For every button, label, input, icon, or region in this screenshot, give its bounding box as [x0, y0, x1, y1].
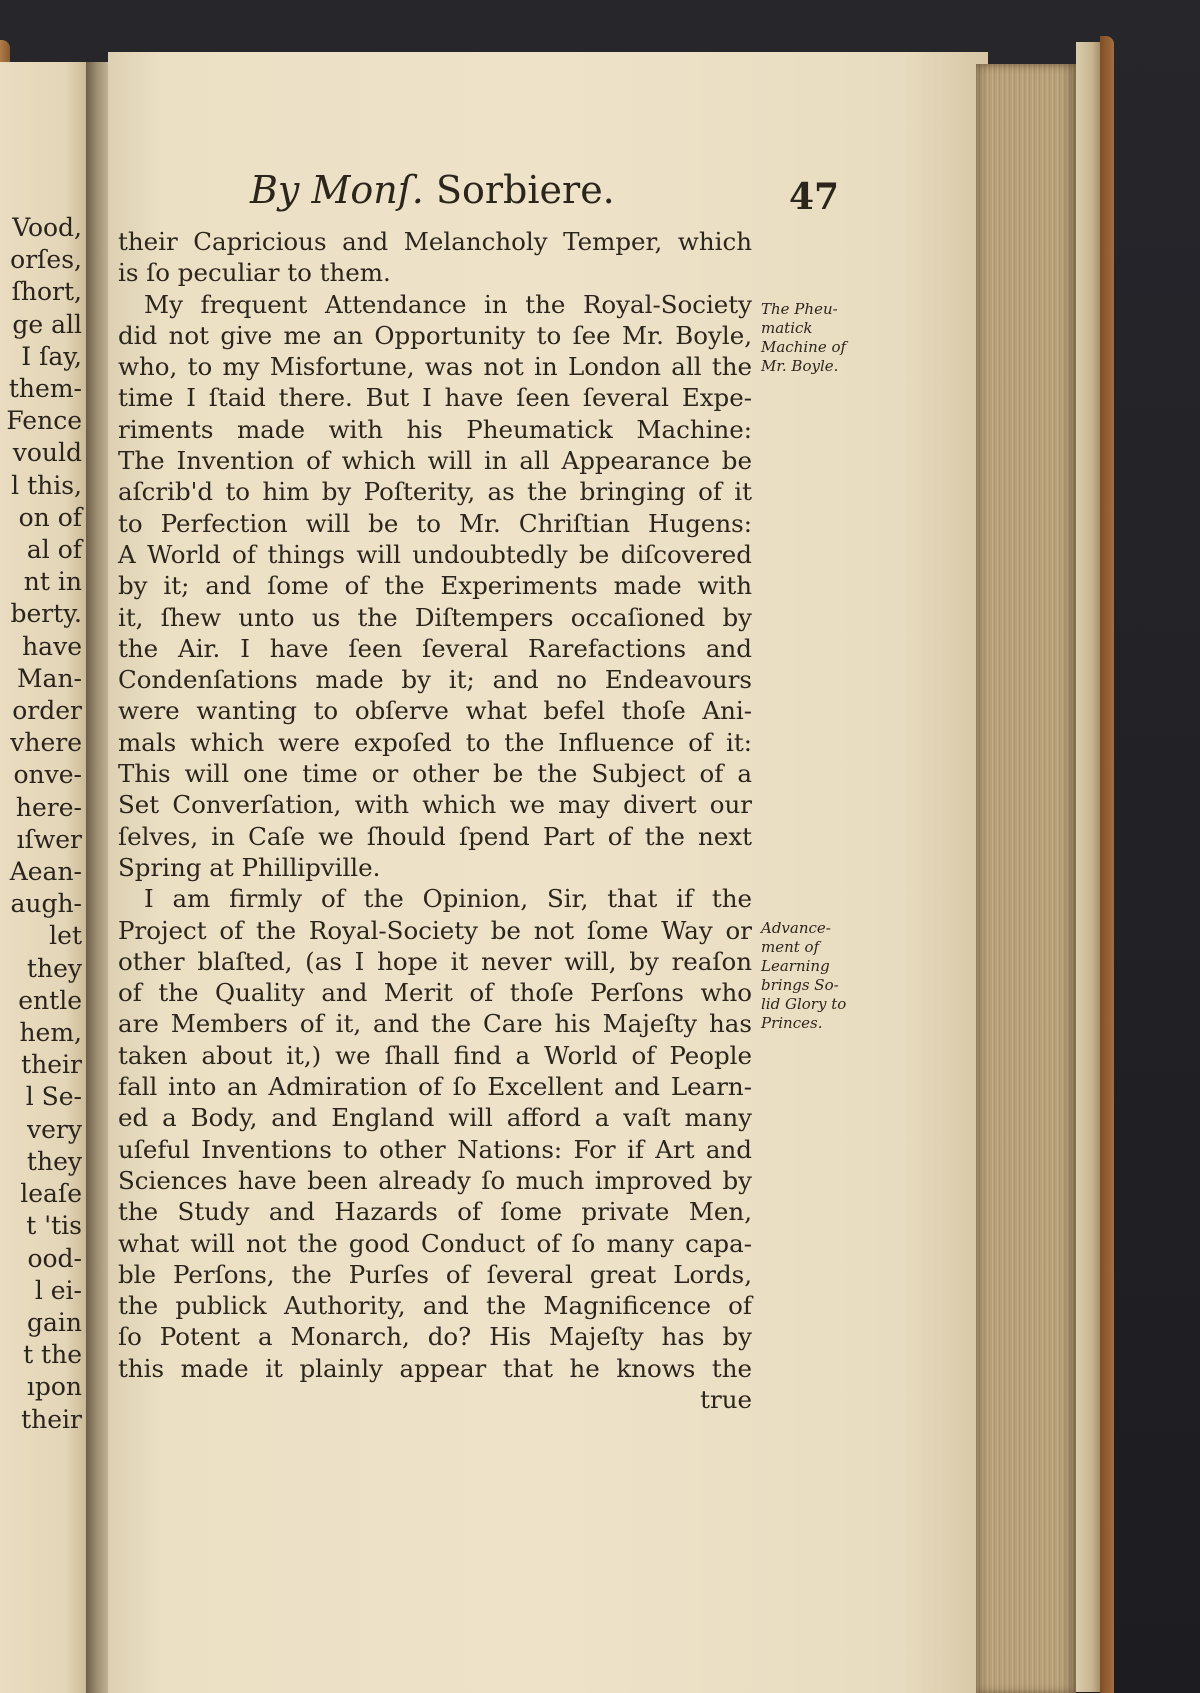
running-head-name: Sorbiere.	[435, 168, 615, 212]
text-line: were wanting to obſerve what befel thoſe Ani-	[118, 696, 752, 726]
text-line: riments made with his Pheumatick Machine:	[118, 414, 752, 444]
left-page-line: entle	[18, 985, 82, 1015]
text-line: Spring at Phillipville.	[118, 852, 381, 882]
text-line: by it; and ſome of the Experiments made with	[118, 571, 752, 601]
text-line: Project of the Royal-Society be not ſome Way or	[118, 915, 752, 945]
left-page-line: t 'tis	[26, 1211, 82, 1241]
text-line: This will one time or other be the Subject of a	[118, 759, 752, 789]
text-line: uſeful Inventions to other Nations: For if Art and	[118, 1134, 752, 1164]
right-cover-edge	[1100, 36, 1114, 1693]
left-page-line: they	[26, 1146, 82, 1176]
margin-note-line: Mr. Boyle.	[761, 357, 839, 375]
left-page-line: order	[12, 696, 82, 726]
text-line: ed a Body, and England will afford a vaſt many	[118, 1103, 752, 1133]
margin-note-pneumatic-machine	[761, 300, 846, 376]
left-page-line: vould	[12, 438, 82, 468]
left-page-line: let	[49, 921, 82, 951]
left-page-line: Fence	[6, 406, 82, 436]
left-page-line: l this,	[11, 470, 82, 500]
margin-note-line: Advance-	[761, 919, 831, 937]
text-line: mals which were expoſed to the Influence of it:	[118, 727, 752, 757]
left-page-line: have	[22, 631, 82, 661]
text-line: A World of things will undoubtedly be diſcovered	[118, 539, 752, 569]
left-page-line: I ſay,	[21, 341, 82, 371]
text-line: is ſo peculiar to them.	[118, 258, 391, 288]
text-line: fall into an Admiration of ſo Excellent and Learn-	[118, 1072, 752, 1102]
left-page-line: l Se-	[25, 1082, 82, 1112]
margin-note-advancement-of-learning	[761, 919, 846, 1033]
text-line: Condenſations made by it; and no Endeavours	[118, 665, 752, 695]
left-page-line: ıſwer	[16, 824, 82, 854]
margin-note-line: ment of	[761, 938, 820, 956]
margin-note-line: Machine of	[761, 338, 847, 356]
text-line: the publick Authority, and the Magnificence of	[118, 1291, 752, 1321]
text-line: their Capricious and Melancholy Temper, which	[118, 227, 752, 256]
running-head	[250, 168, 615, 212]
left-facing-page	[0, 62, 92, 1693]
margin-note-line: The Pheu-	[761, 300, 838, 318]
left-page-line: here-	[15, 792, 82, 822]
margin-note-line: matick	[761, 319, 813, 337]
text-line: My frequent Attendance in the Royal-Society	[144, 289, 752, 319]
left-page-line: nt in	[23, 567, 82, 597]
text-line: the Air. I have ſeen ſeveral Rarefactions and	[118, 633, 752, 663]
text-line: of the Quality and Merit of thoſe Perſons who	[118, 978, 752, 1008]
margin-note-line: Learning	[761, 957, 830, 975]
text-line: Sciences have been already ſo much improved by	[118, 1165, 752, 1195]
left-page-line: onve-	[13, 760, 82, 790]
left-page-line: Vood,	[12, 213, 82, 242]
left-page-line: Man-	[16, 663, 82, 693]
text-line: this made it plainly appear that he knows the	[118, 1353, 752, 1383]
text-line: what will not the good Conduct of ſo many capa-	[118, 1228, 752, 1258]
left-page-line: ſhort,	[11, 277, 82, 307]
left-page-line: hem,	[19, 1018, 82, 1048]
left-page-text-fragments	[6, 212, 82, 1436]
left-page-line: ıpon	[26, 1372, 82, 1402]
text-line: other blaſted, (as I hope it never will, by reaſon	[118, 946, 752, 976]
left-page-line: al of	[26, 535, 82, 565]
left-page-line: t the	[23, 1340, 82, 1370]
left-page-line: them-	[8, 374, 82, 404]
left-page-line: very	[27, 1114, 82, 1144]
left-page-line: berty.	[10, 599, 82, 629]
body-text	[118, 226, 752, 1415]
text-line: time I ſtaid there. But I have ſeen ſeveral Expe-	[118, 383, 752, 413]
left-page-line: ood-	[27, 1243, 82, 1273]
text-line: are Members of it, and the Care his Majeſty has	[118, 1009, 752, 1039]
text-line: did not give me an Opportunity to ſee Mr. Boyle,	[118, 320, 752, 350]
running-head-prefix: By Monſ.	[250, 168, 424, 212]
page-number: 47	[789, 176, 840, 218]
text-line: it, ſhew unto us the Diſtempers occaſioned by	[118, 602, 752, 632]
left-page-line: leaſe	[20, 1179, 82, 1209]
text-line: ble Perſons, the Purſes of ſeveral great Lords,	[118, 1259, 752, 1289]
text-line: I am firmly of the Opinion, Sir, that if the	[144, 884, 752, 914]
left-page-line: on of	[18, 502, 82, 532]
left-page-line: orſes,	[10, 245, 82, 275]
left-page-line: their	[21, 1404, 82, 1434]
text-line: taken about it,) we ſhall find a World of People	[118, 1040, 752, 1070]
left-page-line: augh-	[10, 889, 82, 919]
left-page-line: l ei-	[34, 1275, 82, 1305]
page-fore-edge	[976, 64, 1076, 1693]
text-line: true	[700, 1384, 752, 1414]
margin-note-line: Princes.	[761, 1014, 823, 1032]
margin-note-line: brings So-	[761, 976, 839, 994]
left-page-line: ge all	[12, 309, 82, 339]
left-page-line: their	[21, 1050, 82, 1080]
left-page-line: Aean-	[9, 857, 82, 887]
text-line: to Perfection will be to Mr. Chriſtian Hugens:	[118, 508, 752, 538]
text-line: who, to my Misfortune, was not in London all the	[118, 352, 752, 382]
margin-note-line: lid Glory to	[761, 995, 847, 1013]
text-line: the Study and Hazards of ſome private Men,	[118, 1197, 752, 1227]
text-line: The Invention of which will in all Appearance be	[118, 446, 752, 476]
left-page-line: vhere	[10, 728, 82, 758]
text-line: ſelves, in Caſe we ſhould ſpend Part of the next	[118, 821, 752, 851]
text-line: Set Converſation, with which we may divert our	[118, 790, 752, 820]
left-page-line: gain	[26, 1307, 82, 1337]
left-page-line: they	[26, 953, 82, 983]
text-line: ſo Potent a Monarch, do? His Majeſty has by	[118, 1322, 752, 1352]
text-line: aſcrib'd to him by Poſterity, as the bringing of it	[118, 477, 752, 507]
